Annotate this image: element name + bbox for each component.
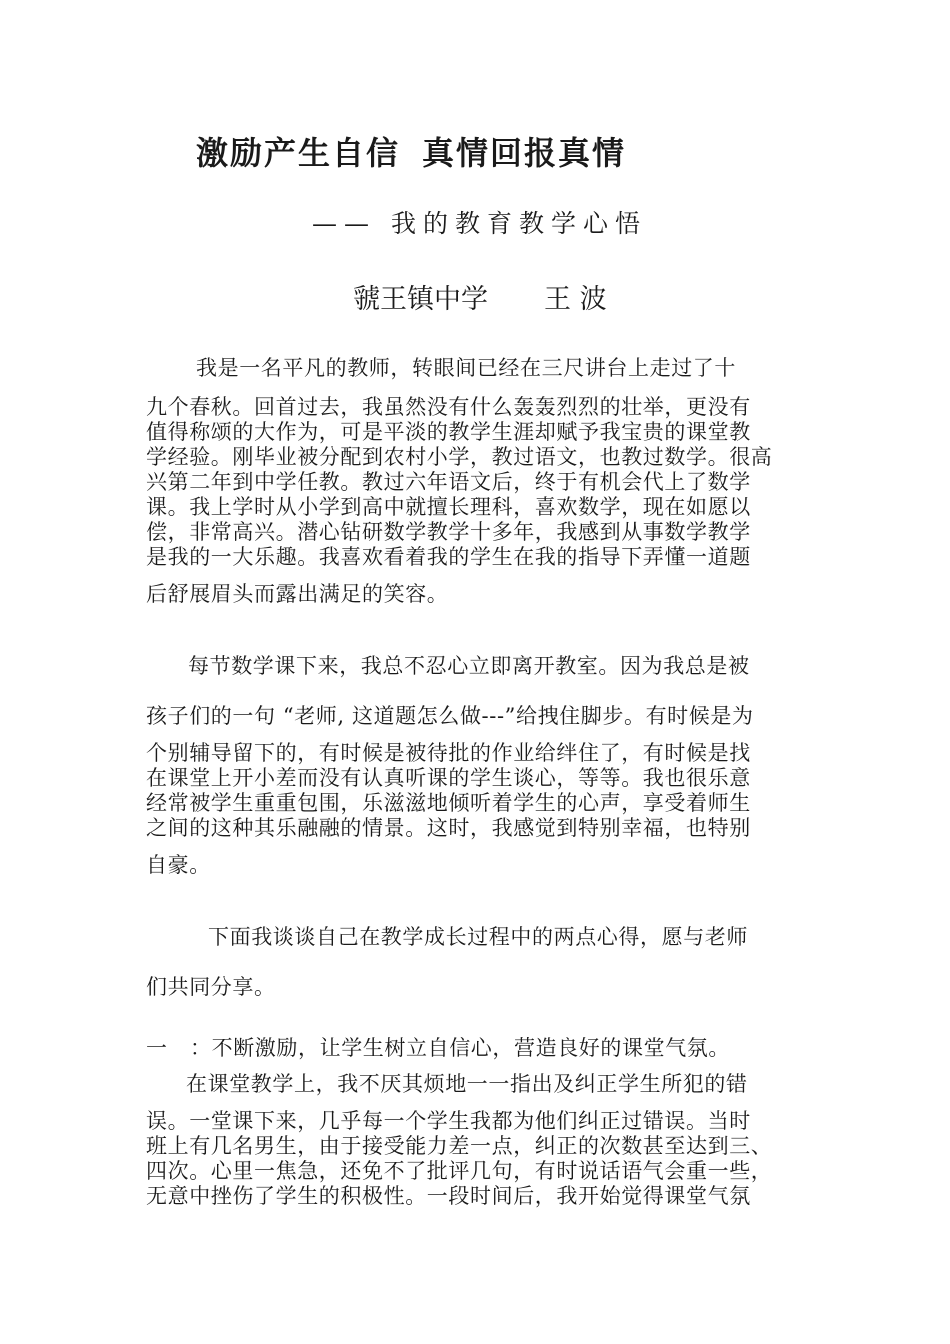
author-name: 王 波 (544, 284, 607, 315)
paragraph-line: 下面我谈谈自己在教学成长过程中的两点心得，愿与老师 (208, 925, 748, 949)
paragraph-line: 误。一堂课下来，几乎每一个学生我都为他们纠正过错误。当时 (146, 1109, 751, 1133)
paragraph-line: 在课堂上开小差而没有认真听课的学生谈心，等等。我也很乐意 (146, 766, 751, 790)
document-subtitle: —— 我的教育教学心悟 (312, 209, 647, 238)
paragraph-line: 九个春秋。回首过去，我虽然没有什么轰轰烈烈的壮举，更没有 (146, 395, 751, 419)
paragraph-line: 学经验。刚毕业被分配到农村小学，教过语文，也教过数学。很高 (146, 445, 773, 469)
paragraph-line: 兴第二年到中学任教。教过六年语文后，终于有机会代上了数学 (146, 470, 751, 494)
paragraph-line: 偿，非常高兴。潜心钻研数学教学十多年，我感到从事数学教学 (146, 520, 751, 544)
paragraph-line: 课。我上学时从小学到高中就擅长理科，喜欢数学，现在如愿以 (146, 495, 751, 519)
paragraph-line: 在课堂教学上，我不厌其烦地一一指出及纠正学生所犯的错 (186, 1072, 748, 1096)
paragraph-line: 们共同分享。 (146, 975, 276, 999)
paragraph-line: 无意中挫伤了学生的积极性。一段时间后，我开始觉得课堂气氛 (146, 1184, 751, 1208)
paragraph-line: 孩子们的一句 “老师, 这道题怎么做---”给拽住脚步。有时候是为 (146, 704, 754, 728)
paragraph-line: 是我的一大乐趣。我喜欢看着我的学生在我的指导下弄懂一道题 (146, 545, 751, 569)
paragraph-line: 自豪。 (146, 853, 211, 877)
paragraph-line: 后舒展眉头而露出满足的笑容。 (146, 582, 449, 606)
heading-text: ：不断激励，让学生树立自信心，营造良好的课堂气氛。 (190, 1036, 730, 1060)
heading-number: 一 (146, 1036, 168, 1060)
paragraph-line: 之间的这种其乐融融的情景。这时，我感觉到特别幸福，也特别 (146, 816, 751, 840)
author-school: 虢王镇中学 (353, 284, 488, 315)
paragraph-line: 值得称颂的大作为，可是平淡的教学生涯却赋予我宝贵的课堂教 (146, 420, 751, 444)
paragraph-line: 个别辅导留下的，有时候是被待批的作业给绊住了，有时候是找 (146, 741, 751, 765)
paragraph-line: 我是一名平凡的教师，转眼间已经在三尺讲台上走过了十 (196, 356, 736, 380)
paragraph-line: 每节数学课下来，我总不忍心立即离开教室。因为我总是被 (188, 654, 750, 678)
paragraph-line: 经常被学生重重包围，乐滋滋地倾听着学生的心声，享受着师生 (146, 791, 751, 815)
author-line (353, 277, 607, 316)
document-title (196, 128, 626, 174)
paragraph-line: 班上有几名男生，由于接受能力差一点，纠正的次数甚至达到三、 (146, 1134, 773, 1158)
title-part-2: 真情回报真情 (422, 134, 627, 172)
paragraph-line: 四次。心里一焦急，还免不了批评几句，有时说话语气会重一些， (146, 1159, 773, 1183)
title-part-1: 激励产生自信 (196, 134, 401, 172)
